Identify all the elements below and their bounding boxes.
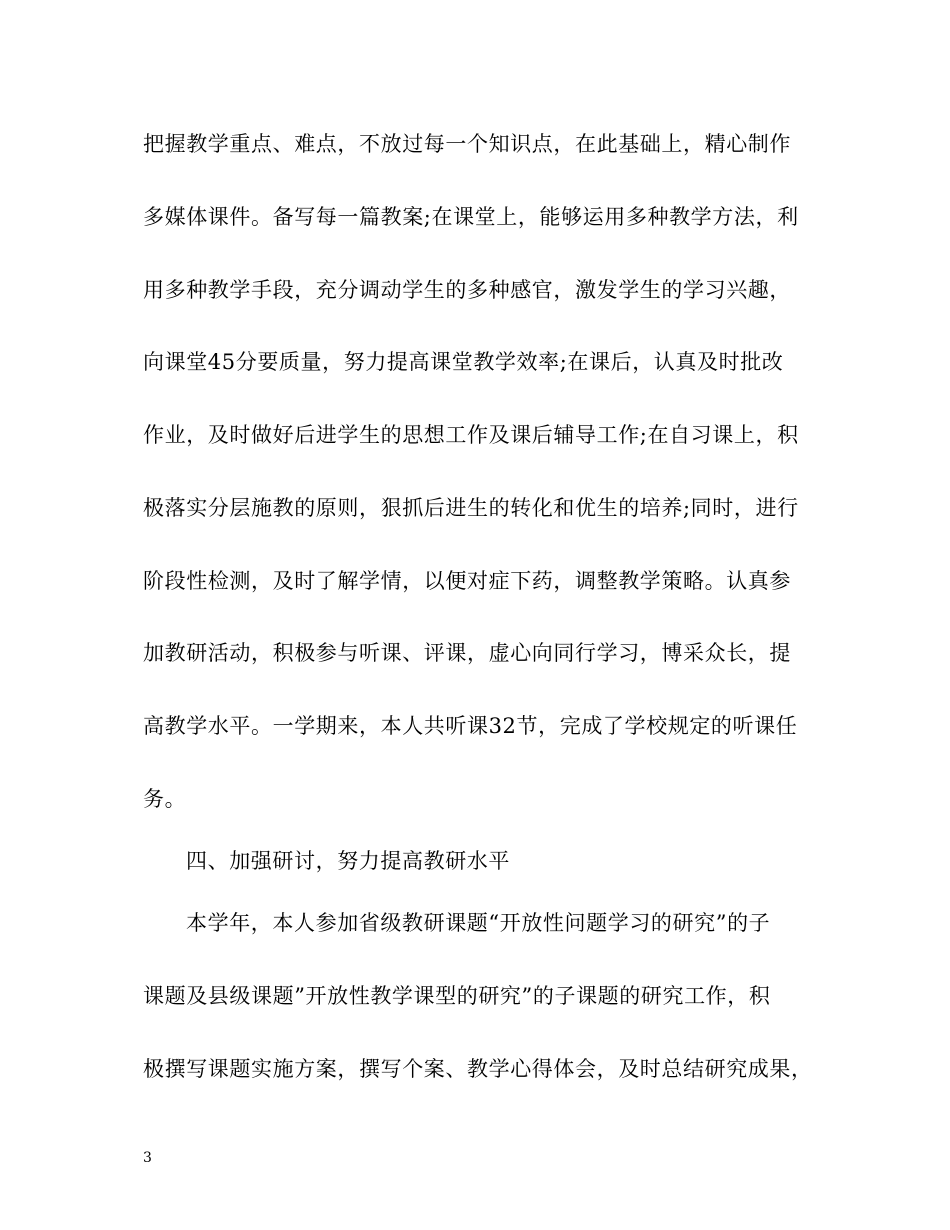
body-text-line: 作业，及时做好后进学生的思想工作及课后辅导工作;在自习课上，积 (143, 423, 799, 447)
body-text-line: 极撰写课题实施方案，撰写个案、教学心得体会，及时总结研究成果， (143, 1057, 813, 1081)
body-text-line: 务。 (143, 787, 187, 811)
body-text-line: 多媒体课件。备写每一篇教案;在课堂上，能够运用多种教学方法，利 (143, 205, 799, 229)
section-heading: 四、加强研讨，努力提高教研水平 (186, 849, 510, 873)
body-text-line: 课题及县级课题”开放性教学课型的研究”的子课题的研究工作，积 (143, 984, 771, 1008)
page-number: 3 (143, 1150, 152, 1166)
body-text-line: 高教学水平。一学期来，本人共听课32节，完成了学校规定的听课任 (143, 714, 798, 738)
body-text-line: 把握教学重点、难点，不放过每一个知识点，在此基础上，精心制作 (143, 132, 791, 156)
body-text-line: 本学年，本人参加省级教研课题“开放性问题学习的研究”的子 (186, 911, 771, 935)
body-text-line: 极落实分层施教的原则，狠抓后进生的转化和优生的培养;同时，进行 (143, 496, 799, 520)
body-text-line: 用多种教学手段，充分调动学生的多种感官，激发学生的学习兴趣， (143, 278, 791, 302)
body-text-line: 阶段性检测，及时了解学情，以便对症下药，调整教学策略。认真参 (143, 569, 791, 593)
body-text-line: 向课堂45分要质量，努力提高课堂教学效率;在课后，认真及时批改 (143, 350, 784, 374)
body-text-line: 加教研活动，积极参与听课、评课，虚心向同行学习，博采众长，提 (143, 641, 791, 665)
